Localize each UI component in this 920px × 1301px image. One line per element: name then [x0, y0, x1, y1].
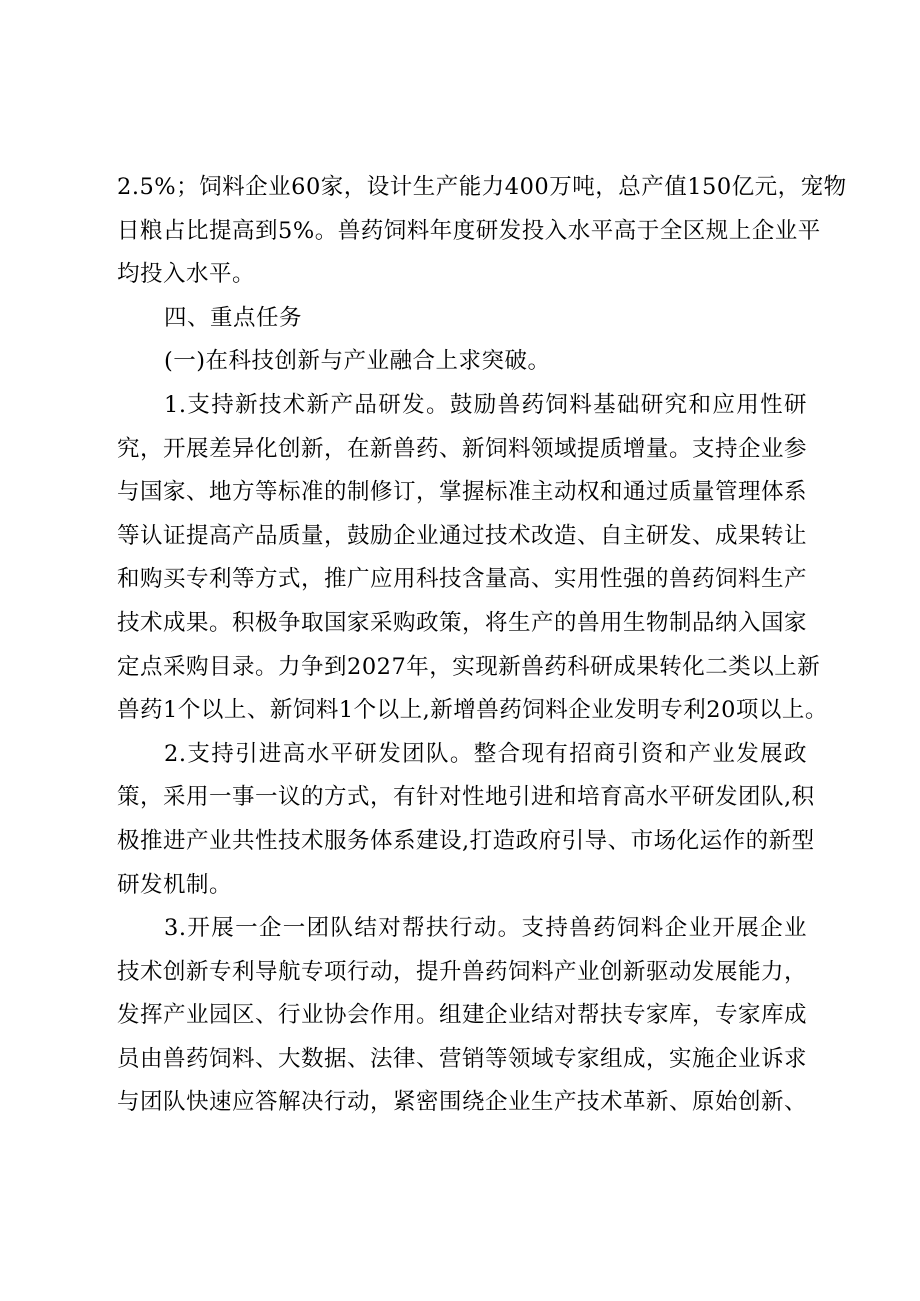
text-line: 与团队快速应答解决行动，紧密围绕企业生产技术革新、原始创新、	[117, 1089, 808, 1116]
text-line: 究，开展差异化创新，在新兽药、新饲料领域提质增量。支持企业参	[117, 435, 808, 462]
text-line: 1.支持新技术新产品研发。鼓励兽药饲料基础研究和应用性研	[164, 391, 807, 418]
text-line: 员由兽药饲料、大数据、法律、营销等领域专家组成，实施企业诉求	[117, 1045, 808, 1072]
text-line: 发挥产业园区、行业协会作用。组建企业结对帮扶专家库，专家库成	[117, 1002, 808, 1029]
text-line: 极推进产业共性技术服务体系建设,打造政府引导、市场化运作的新型	[117, 827, 815, 854]
text-line: 策，采用一事一议的方式，有针对性地引进和培育高水平研发团队,积	[117, 784, 815, 811]
text-line: 3.开展一企一团队结对帮扶行动。支持兽药饲料企业开展企业	[164, 915, 807, 942]
text-line: 四、重点任务	[164, 304, 303, 331]
text-line: 定点采购目录。力争到2027年，实现新兽药科研成果转化二类以上新	[117, 653, 821, 680]
text-line: 与国家、地方等标准的制修订，掌握标准主动权和通过质量管理体系	[117, 479, 808, 506]
text-line: 均投入水平。	[117, 261, 256, 288]
text-line: 兽药1个以上、新饲料1个以上,新增兽药饲料企业发明专利20项以上。	[117, 697, 828, 724]
text-line: 2.5%；饲料企业60家，设计生产能力400万吨，总产值150亿元，宠物	[117, 174, 847, 200]
document-page	[117, 166, 847, 1125]
text-line: 日粮占比提高到5%。兽药饲料年度研发投入水平高于全区规上企业平	[117, 217, 821, 244]
text-line: 和购买专利等方式，推广应用科技含量高、实用性强的兽药饲料生产	[117, 566, 808, 593]
text-line: 等认证提高产品质量，鼓励企业通过技术改造、自主研发、成果转让	[117, 522, 808, 549]
text-line: 技术创新专利导航专项行动，提升兽药饲料产业创新驱动发展能力，	[117, 958, 808, 985]
text-line: 技术成果。积极争取国家采购政策，将生产的兽用生物制品纳入国家	[117, 609, 808, 636]
text-line: 2.支持引进高水平研发团队。整合现有招商引资和产业发展政	[164, 740, 807, 767]
text-line: (一)在科技创新与产业融合上求突破。	[164, 348, 551, 375]
text-line: 研发机制。	[117, 871, 233, 898]
